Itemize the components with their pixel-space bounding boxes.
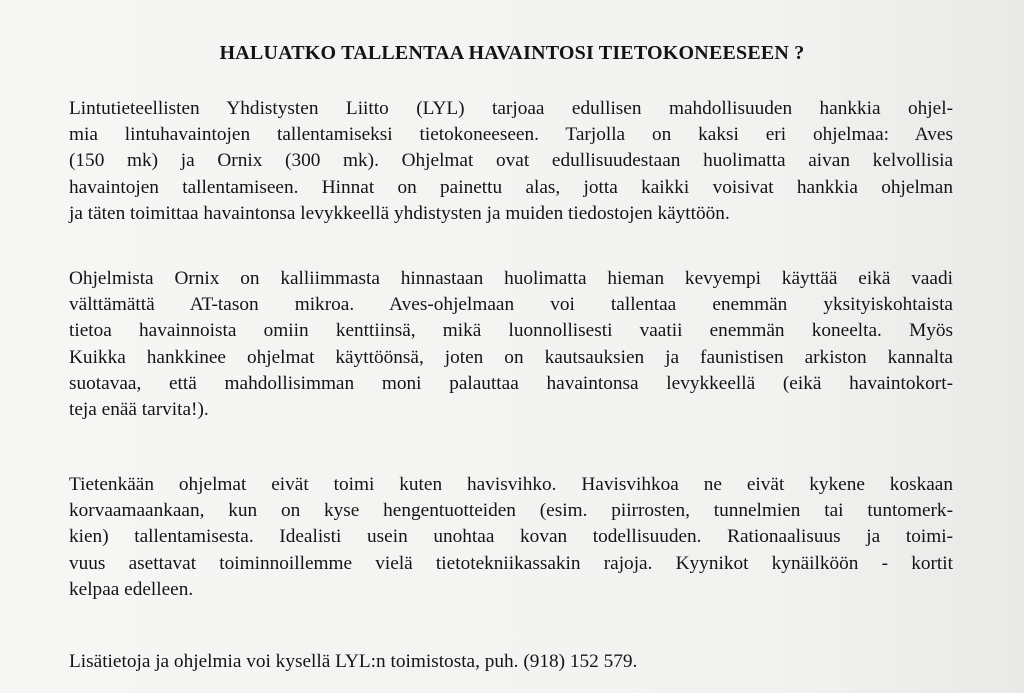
paragraph-line: kien) tallentamisesta. Idealisti usein unohtaa kovan todellisuuden. Rationaalisuus ja toimi-	[69, 526, 953, 548]
paragraph-line: Lisätietoja ja ohjelmia voi kysellä LYL:n toimistosta, puh. (918) 152 579.	[69, 651, 638, 672]
paragraph-4	[69, 649, 953, 675]
paragraph-line: (150 mk) ja Ornix (300 mk). Ohjelmat ovat edullisuudestaan huolimatta aivan kelvollisia	[69, 150, 953, 172]
article-title: HALUATKO TALLENTAA HAVAINTOSI TIETOKONEESEEN ?	[219, 42, 805, 64]
paragraph-line: mia lintuhavaintojen tallentamiseksi tietokoneeseen. Tarjolla on kaksi eri ohjelmaa: Aves	[69, 124, 953, 146]
paragraph-line: Tietenkään ohjelmat eivät toimi kuten havisvihko. Havisvihkoa ne eivät kykene koskaan	[69, 474, 953, 495]
paragraph-line: havaintojen tallentamiseen. Hinnat on painettu alas, jotta kaikki voisivat hankkia ohjelman	[69, 176, 953, 198]
paragraph-line: ja täten toimittaa havaintonsa levykkeellä yhdistysten ja muiden tiedostojen käyttöön.	[69, 202, 730, 224]
paragraph-line: Kuikka hankkinee ohjelmat käyttöönsä, joten on kautsauksien ja faunistisen arkiston kannalta	[69, 346, 953, 368]
paragraph-1	[69, 96, 953, 227]
paragraph-line: kelpaa edelleen.	[69, 578, 194, 600]
paragraph-line: vuus asettavat toiminnoillemme vielä tietotekniikassakin rajoja. Kyynikot kynäilköön - kortit	[69, 552, 953, 574]
paragraph-line: teja enää tarvita!).	[69, 399, 209, 421]
paragraph-2	[69, 266, 953, 423]
paragraph-line: Ohjelmista Ornix on kalliimmasta hinnastaan huolimatta hieman kevyempi käyttää eikä vaadi	[69, 268, 953, 289]
paragraph-line: suotavaa, että mahdollisimman moni palauttaa havaintonsa levykkeellä (eikä havaintokort-	[69, 372, 953, 394]
paragraph-3	[69, 472, 953, 603]
paragraph-line: korvaamaankaan, kun on kyse hengentuotteiden (esim. piirrosten, tunnelmien tai tuntomerk-	[69, 500, 953, 522]
paragraph-line: Lintutieteellisten Yhdistysten Liitto (LYL) tarjoaa edullisen mahdollisuuden hankkia ohjel-	[69, 98, 953, 119]
paragraph-line: tietoa havainnoista omiin kenttiinsä, mikä luonnollisesti vaatii enemmän koneelta. Myös	[69, 320, 953, 342]
paragraph-line: välttämättä AT-tason mikroa. Aves-ohjelmaan voi tallentaa enemmän yksityiskohtaista	[69, 294, 953, 316]
